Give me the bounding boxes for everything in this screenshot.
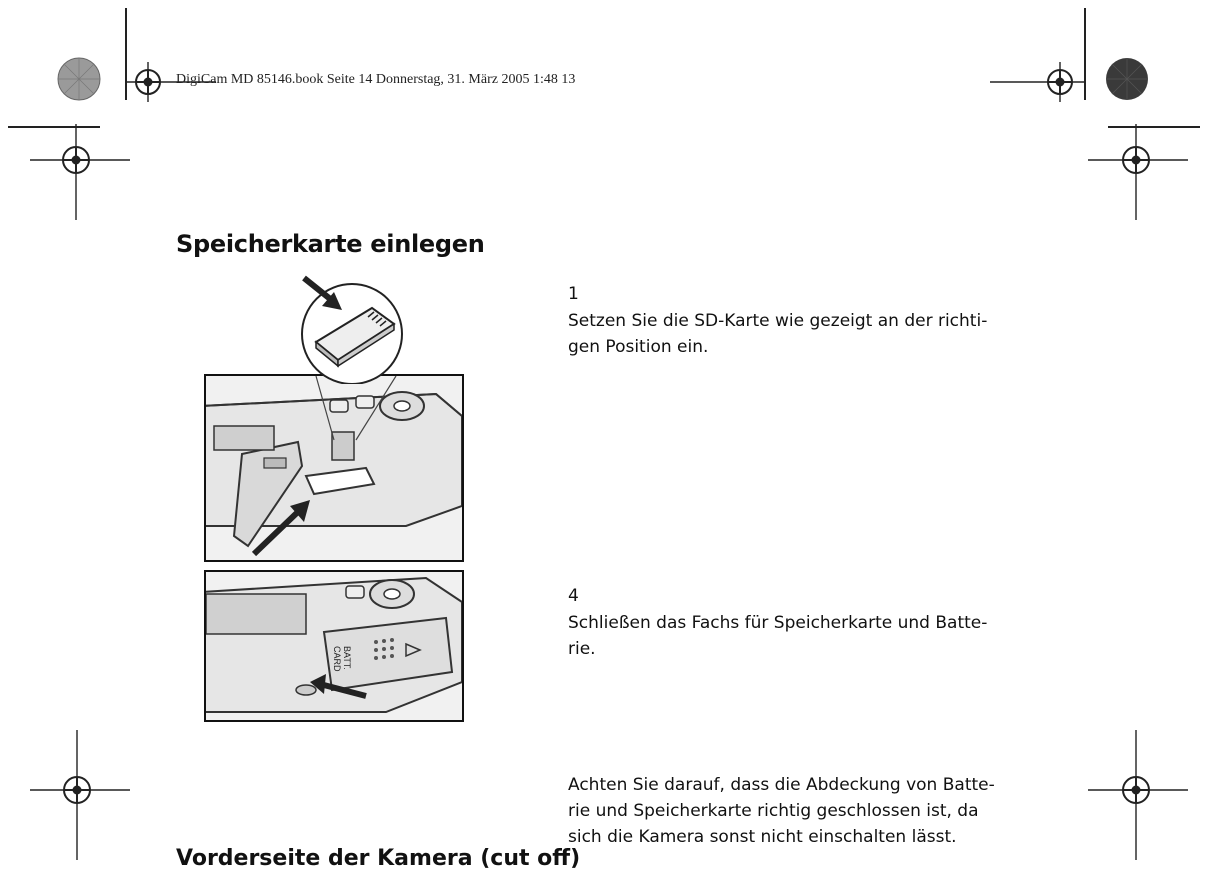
- next-section-heading-partial: Vorderseite der Kamera (cut off): [176, 846, 581, 871]
- registration-disc-top-left: [56, 56, 102, 102]
- camera-insert-card-drawing: [206, 376, 462, 560]
- step-number: 4: [568, 586, 579, 606]
- crosshair-target-right-upper: [1088, 120, 1188, 220]
- crosshair-target-top-right-header: [990, 62, 1084, 102]
- door-label-batt: BATT.: [342, 646, 352, 670]
- crosshair-target-right-lower: [1088, 730, 1188, 860]
- crosshair-target-left-lower: [30, 730, 130, 860]
- step-text: Schließen das Fachs für Speicherkarte und Batte-rie.: [568, 613, 988, 659]
- illustration-close-door: [204, 570, 464, 722]
- crosshair-target-left-upper: [30, 120, 130, 220]
- illustration-insert-card: [204, 374, 464, 562]
- registration-disc-top-right: [1104, 56, 1150, 102]
- note-text: Achten Sie darauf, dass die Abdeckung von Batte-rie und Speicherkarte richtig geschlossen ist, da sich die Kamera sonst nicht einschalten lässt.: [568, 775, 995, 847]
- step-number: 1: [568, 284, 579, 304]
- step-text: Setzen Sie die SD-Karte wie gezeigt an der richti-gen Position ein.: [568, 311, 988, 357]
- print-header: DigiCam MD 85146.book Seite 14 Donnerstag, 31. März 2005 1:48 13: [176, 72, 576, 87]
- page-title: Speicherkarte einlegen: [176, 230, 485, 258]
- door-label-card: CARD: [332, 646, 342, 672]
- camera-close-door-drawing: [206, 572, 462, 720]
- sd-card-zoom-circle: [290, 272, 440, 384]
- crop-line: [1084, 8, 1086, 100]
